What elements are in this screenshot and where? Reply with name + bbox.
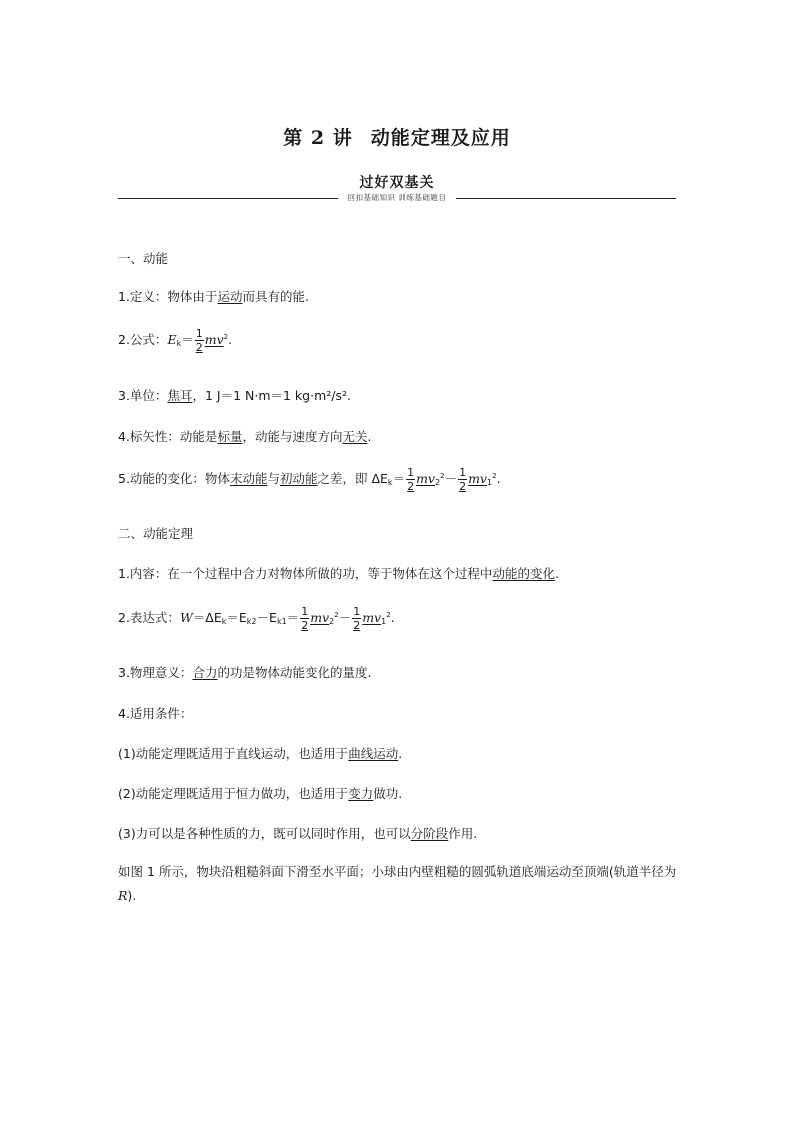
fraction: $\frac{1}{2}$ bbox=[301, 605, 309, 632]
fill-blank: 曲线运动 bbox=[348, 746, 399, 761]
band-rule-left bbox=[118, 198, 338, 199]
fill-blank: 动能的变化 bbox=[492, 566, 555, 581]
lecture-number: 第 2 讲 bbox=[283, 127, 353, 149]
fill-blank: 分阶段 bbox=[410, 826, 449, 841]
fraction: $\frac{1}{2}$ bbox=[407, 466, 415, 493]
fill-blank: 无关 bbox=[342, 429, 368, 444]
fraction: $\frac{1}{2}$ bbox=[459, 466, 467, 493]
kinetic-energy-formula: 2.公式：$E_k=$ $\frac{1}{2}$ $mv^2$. bbox=[118, 327, 233, 354]
theorem-expression: 2.表达式：$W=\Delta E_k=E_{k2}-E_{k1}=$ $\frac{1}{2}$ $mv_2^2-$ $\frac{1}{2}$ $mv_1^2$. bbox=[118, 605, 395, 632]
kinetic-energy-definition: 1.定义：物体由于运动而具有的能. bbox=[118, 289, 309, 304]
kinetic-energy-unit: 3.单位：焦耳，1 J＝1 N·m＝1 kg·m²/s². bbox=[118, 388, 351, 403]
condition-1: (1)动能定理既适用于直线运动，也适用于曲线运动. bbox=[118, 746, 403, 761]
band-rule-right bbox=[456, 198, 676, 199]
lecture-topic: 动能定理及应用 bbox=[370, 127, 511, 149]
band-subtitle: 回扣基础知识 训练基础题目 bbox=[347, 193, 447, 202]
kinetic-energy-scalar: 4.标矢性：动能是标量，动能与速度方向无关. bbox=[118, 429, 372, 444]
conditions-heading: 4.适用条件： bbox=[118, 706, 193, 721]
page-title bbox=[0, 123, 794, 150]
fill-blank: 合力 bbox=[192, 665, 218, 680]
condition-2: (2)动能定理既适用于恒力做功，也适用于变力做功. bbox=[118, 786, 403, 801]
fill-blank: 末动能 bbox=[229, 471, 268, 486]
kinetic-energy-change: 5.动能的变化：物体末动能与初动能之差，即 $\Delta E_k=$ $\frac{1}{2}$ $mv_2^2-$ $\frac{1}{2}$ $mv_1^2$. bbox=[118, 466, 501, 493]
section2-heading: 二、动能定理 bbox=[118, 526, 194, 541]
section1-heading: 一、动能 bbox=[118, 251, 169, 266]
section-band bbox=[118, 172, 676, 206]
fraction: $\frac{1}{2}$ bbox=[195, 327, 203, 354]
physical-meaning: 3.物理意义：合力的功是物体动能变化的量度. bbox=[118, 665, 372, 680]
fraction: $\frac{1}{2}$ bbox=[353, 605, 361, 632]
fill-blank: 焦耳 bbox=[167, 388, 193, 403]
fill-blank: 运动 bbox=[217, 289, 243, 304]
band-title: 过好双基关 bbox=[359, 175, 435, 191]
fill-blank: 初动能 bbox=[279, 471, 318, 486]
condition-3: (3)力可以是各种性质的力，既可以同时作用，也可以分阶段作用. bbox=[118, 826, 478, 841]
fill-blank: 变力 bbox=[348, 786, 374, 801]
theorem-content: 1.内容：在一个过程中合力对物体所做的功，等于物体在这个过程中动能的变化. bbox=[118, 566, 559, 581]
figure-intro-paragraph: 如图 1 所示，物块沿粗糙斜面下滑至水平面；小球由内壁粗糙的圆弧轨道底端运动至顶端(轨道半径为 R). bbox=[118, 864, 677, 903]
fill-blank: 标量 bbox=[217, 429, 243, 444]
